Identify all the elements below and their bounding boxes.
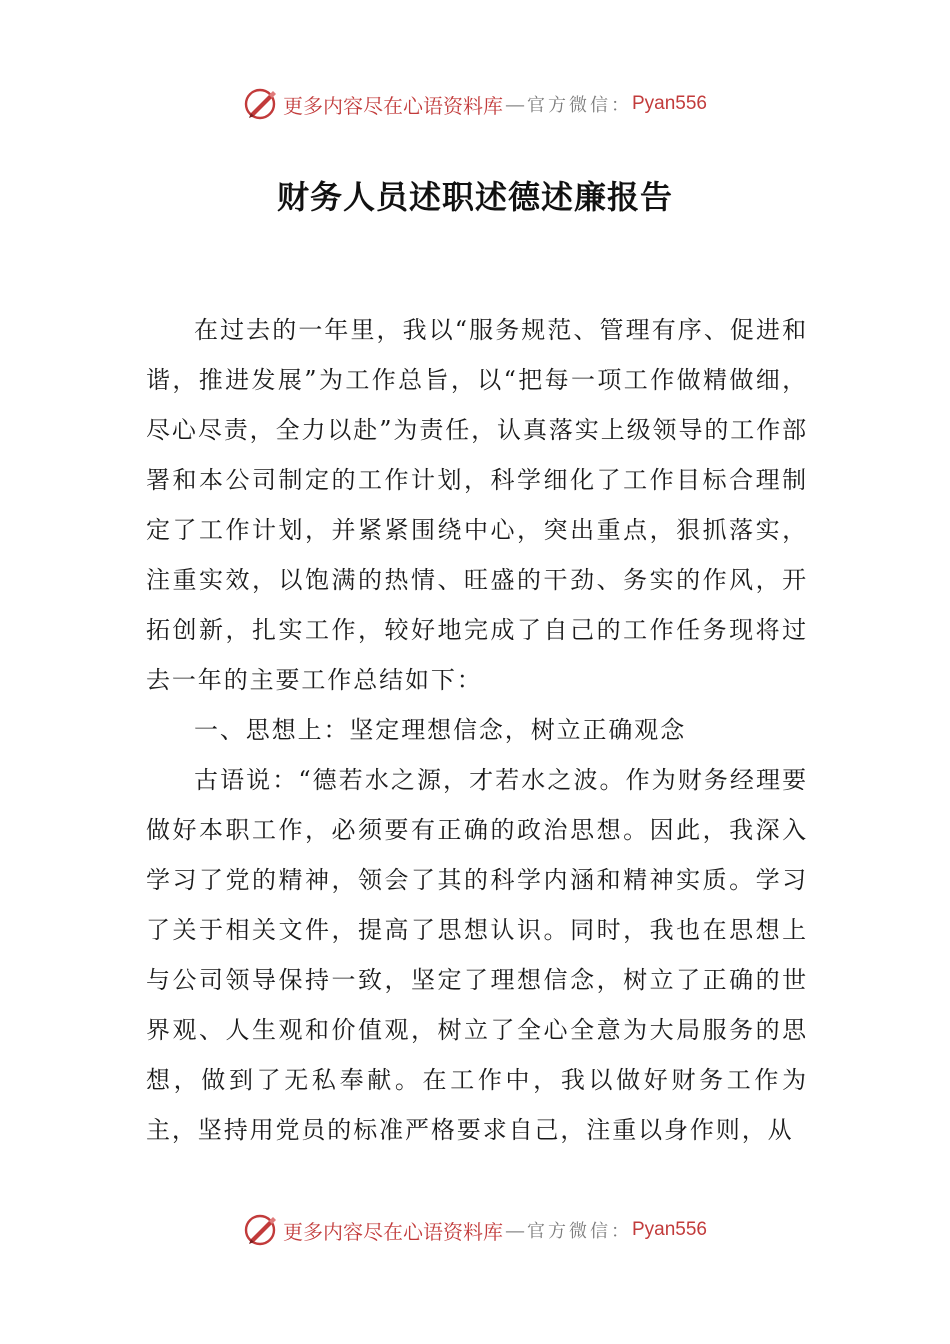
banner-wechat-label: 官方微信： [526, 95, 632, 116]
paragraph-section-one: 古语说：“德若水之源，才若水之波。作为财务经理要做好本职工作，必须要有正确的政治思想。因此，我深入学习了党的精神，领会了其的科学内涵和精神实质。学习了关于相关文件，提高了思想认识。同时，我也在思想上与公司领导保持一致，坚定了理想信念，树立了正确的世界观、人生观和价值观，树立了全心全意为大局服务的思想，做到了无私奉献。在工作中，我以做好财务工作为主，坚持用党员的标准严格要求自己，注重以身作则，从 [146, 766, 808, 1144]
section-heading: 一、思想上：坚定理想信念，树立正确观念 [194, 716, 687, 744]
banner-wechat-id: Pyan556 [631, 1219, 707, 1240]
document-body [146, 305, 808, 1155]
banner-dash: — [504, 92, 525, 116]
banner-site-text: 更多内容尽在心语资料库 [282, 93, 503, 118]
banner-site-text: 更多内容尽在心语资料库 [282, 1219, 503, 1244]
banner-wechat-label: 官方微信： [526, 1221, 632, 1242]
banner-wechat-id: Pyan556 [631, 93, 707, 114]
paragraph-intro: 在过去的一年里，我以“服务规范、管理有序、促进和谐，推进发展”为工作总旨，以“把每一项工作做精做细，尽心尽责，全力以赴”为责任，认真落实上级领导的工作部署和本公司制定的工作计划，科学细化了工作目标合理制定了工作计划，并紧紧围绕中心，突出重点，狠抓落实，注重实效，以饱满的热情、旺盛的干劲、务实的作风，开拓创新，扎实工作，较好地完成了自己的工作任务现将过去一年的主要工作总结如下： [146, 316, 808, 694]
banner-dash: — [504, 1218, 525, 1242]
footer-banner [0, 1210, 950, 1250]
pen-logo-icon [243, 1212, 279, 1248]
document-title: 财务人员述职述德述廉报告 [276, 178, 673, 216]
header-banner [0, 84, 950, 124]
pen-logo-icon [243, 86, 279, 122]
